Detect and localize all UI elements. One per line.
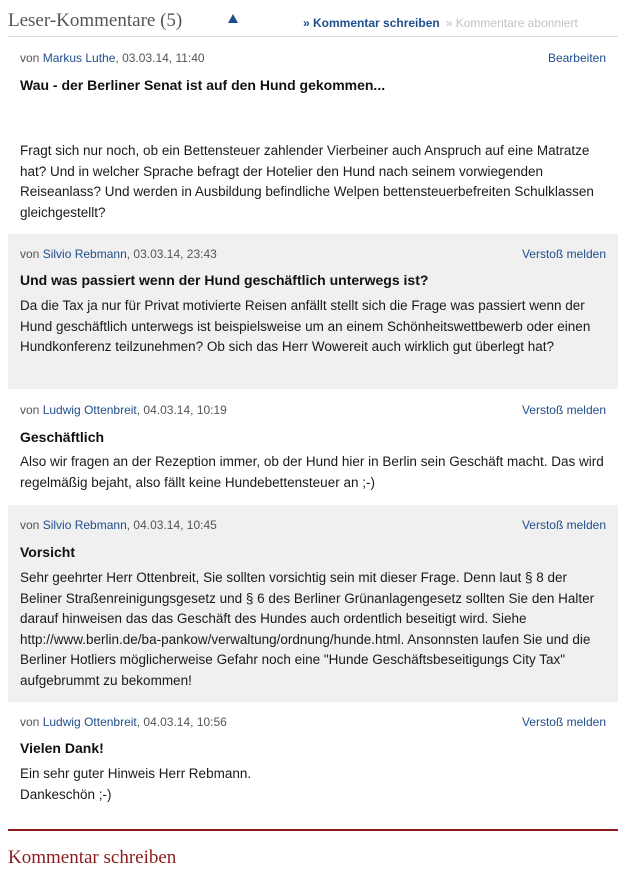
comment-prefix: von (20, 247, 40, 261)
comment-meta (20, 715, 227, 729)
comment-item (8, 391, 618, 501)
comment-body: Fragt sich nur noch, ob ein Bettensteuer zahlender Vierbeiner auch Anspruch auf eine Matratze hat? Und in welcher Sprache befragt der Hotelier den Hund nach seinem vorwiegenden Reiseanlass? Und werden in Ausbildung befindliche Welpen bettensteuerbefreiten Schulklassen gleichgestellt? (20, 143, 594, 220)
comment-item (8, 234, 618, 389)
comment-body: Also wir fragen an der Rezeption immer, ob der Hund hier in Berlin sein Geschäft macht. Das wird regelmäßig bejaht, also fällt keine Hundebettensteuer an ;-) (20, 454, 604, 490)
comments-header (0, 0, 630, 44)
comment-body: Sehr geehrter Herr Ottenbreit, Sie sollten vorsichtig sein mit dieser Frage. Denn laut § 8 der Beliner Straßenreinigungsgesetz und § 6 des Berliner Grünanlagengesetz sollten Sie den Halter darauf hinweisen das das Geschäft des Hundes auch ordentlich beseitigt wird. Siehe http://www.berlin.de/ba-pankow/verwaltung/ordnung/hunde.html. Ansonnsten laufen Sie und die Berliner Hotliers möglicherweise Gefahr noch eine "Hunde Geschäftsbeseitigungs City Tax" aufgebrummt zu bekommen! (20, 570, 595, 688)
comment-item (8, 703, 618, 818)
comment-title: Geschäftlich (20, 429, 105, 445)
comment-date: , 04.03.14, 10:56 (136, 715, 227, 729)
report-button[interactable]: Verstoß melden (521, 518, 606, 532)
comment-author[interactable]: Silvio Rebmann (42, 247, 127, 261)
comment-body-line: Dankeschön ;-) (20, 786, 112, 802)
comment-date: , 03.03.14, 23:43 (126, 247, 217, 261)
report-button[interactable]: Verstoß melden (521, 247, 606, 261)
comment-date: , 04.03.14, 10:45 (126, 518, 217, 532)
comment-body-line: Ein sehr guter Hinweis Herr Rebmann. (20, 766, 252, 781)
comment-body (20, 764, 610, 805)
comment-title: Vorsicht (20, 544, 75, 560)
comment-author[interactable]: Markus Luthe (42, 51, 116, 65)
comment-title: Und was passiert wenn der Hund geschäftlich unterwegs ist? (20, 272, 429, 288)
edit-button[interactable]: Bearbeiten (547, 51, 606, 65)
triangle-up-icon[interactable] (228, 14, 238, 23)
comment-prefix: von (20, 518, 40, 532)
comments-heading: Leser-Kommentare (5) (8, 10, 183, 31)
header-links (303, 16, 578, 30)
comment-title: Vielen Dank! (20, 740, 104, 756)
comment-meta (20, 247, 217, 261)
comment-prefix: von (20, 403, 40, 417)
report-button[interactable]: Verstoß melden (521, 403, 606, 417)
comment-meta (20, 518, 217, 532)
comment-prefix: von (20, 51, 40, 65)
comment-body: Da die Tax ja nur für Privat motivierte Reisen anfällt stellt sich die Frage was passiert wenn der Hund geschäftlich unterwegs ist beispielsweise um an einem Schönheitswettbewerb oder einen Hundkonferenz teilzunehmen? Ob sich das Herr Wowereit auch wirklich gut überlegt hat? (20, 298, 591, 354)
section-divider (8, 829, 618, 831)
comment-author[interactable]: Ludwig Ottenbreit (42, 715, 137, 729)
comment-author[interactable]: Silvio Rebmann (42, 518, 127, 532)
comment-meta (20, 51, 205, 65)
comment-date: , 03.03.14, 11:40 (115, 51, 205, 65)
comment-author[interactable]: Ludwig Ottenbreit (42, 403, 137, 417)
subscribe-comments-link[interactable]: » Kommentare abonniert (445, 16, 578, 30)
write-comment-heading: Kommentar schreiben (8, 847, 177, 868)
report-button[interactable]: Verstoß melden (521, 715, 606, 729)
comment-meta (20, 403, 227, 417)
comment-prefix: von (20, 715, 40, 729)
header-divider (8, 36, 618, 37)
write-comment-link[interactable]: » Kommentar schreiben (303, 16, 440, 30)
comment-title: Wau - der Berliner Senat ist auf den Hund gekommen... (20, 77, 386, 93)
comment-date: , 04.03.14, 10:19 (136, 403, 227, 417)
comment-item (8, 44, 618, 230)
comment-item (8, 505, 618, 702)
